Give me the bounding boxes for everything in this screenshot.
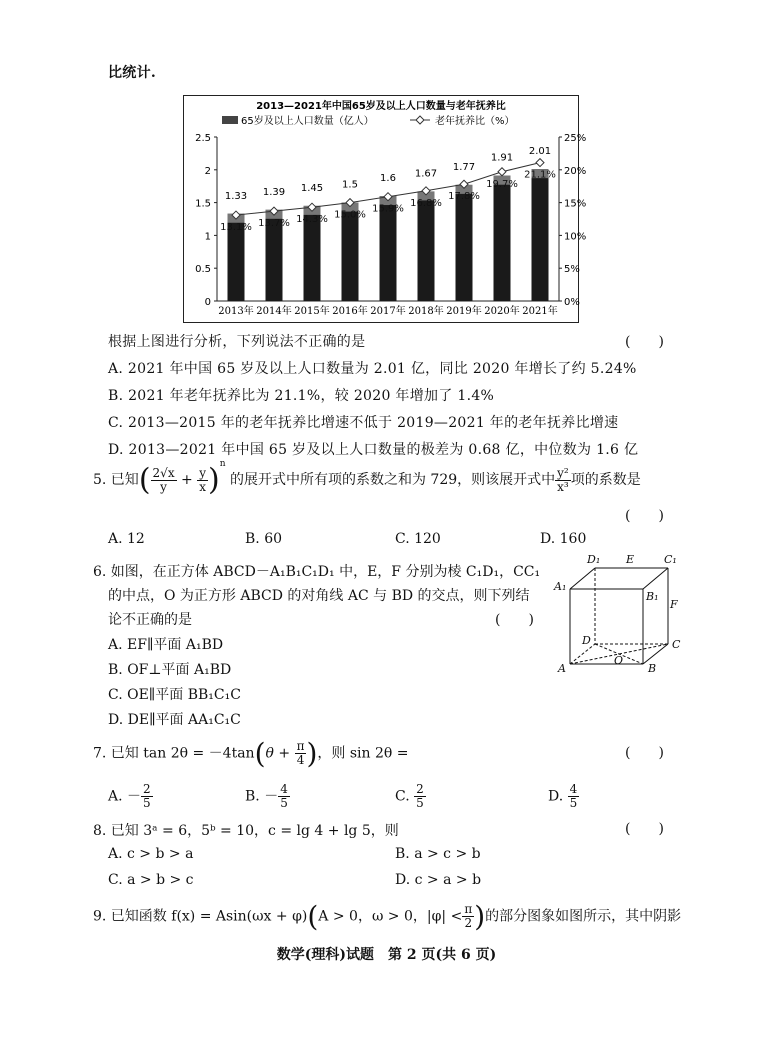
legend-bar-swatch: [222, 116, 238, 124]
q6-answer-paren: ( ): [495, 612, 534, 628]
q6-option-d: D. DE∥平面 AA₁C₁C: [108, 712, 241, 728]
q6-line3: 论不正确的是: [108, 612, 192, 628]
legend-line-label: 老年抚养比（%）: [435, 116, 515, 127]
left-tick-label: 1.5: [195, 198, 211, 210]
q6-line2: 的中点，O 为正方形 ABCD 的对角线 AC 与 BD 的交点，则下列结: [108, 588, 530, 604]
ratio-value-label: 15.9%: [372, 203, 404, 215]
q8-option-a: A. c > b > a: [108, 846, 194, 862]
label-B: B: [648, 662, 657, 675]
right-tick-label: 5%: [564, 264, 580, 276]
q6-option-c: C. OE∥平面 BB₁C₁C: [108, 687, 241, 703]
bar-value-label: 1.33: [224, 190, 248, 202]
q5-frac3: $\frac{\text{y²}}{\text{x³}}$: [557, 465, 569, 494]
q7-option-a: A. － $\frac{2}{5}$: [108, 782, 151, 810]
bar-value-label: 1.77: [452, 161, 476, 173]
q5-frac2: $\frac{y}{x}$: [199, 465, 207, 494]
label-A: A: [558, 662, 566, 675]
q8-option-d: D. c > a > b: [395, 872, 482, 888]
legend-bar-label: 65岁及以上人口数量（亿人）: [241, 116, 374, 127]
ratio-value-label: 13.7%: [258, 218, 290, 230]
x-tick-label: 2019年: [446, 306, 482, 317]
ratio-value-label: 14.3%: [296, 214, 328, 226]
q4-option-a: A. 2021 年中国 65 岁及以上人口数量为 2.01 亿，同比 2020 年增长了约 5.24%: [108, 361, 637, 377]
ratio-value-label: 19.7%: [486, 178, 518, 190]
q4-stem: 根据上图进行分析，下列说法不正确的是: [108, 334, 366, 350]
x-tick-label: 2020年: [484, 306, 520, 317]
q5-suffix: 项的系数是: [570, 472, 641, 488]
q4-option-d: D. 2013—2021 年中国 65 岁及以上人口数量的极差为 0.68 亿，中位数为 1.6 亿: [108, 442, 639, 458]
label-E: E: [626, 553, 635, 566]
ratio-value-label: 15.0%: [334, 209, 366, 221]
x-tick-label: 2013年: [218, 306, 254, 317]
q5-option-b: B. 60: [245, 531, 283, 547]
intro-text: 比统计.: [108, 65, 157, 81]
left-tick-label: 0: [204, 297, 211, 308]
label-B1: B₁: [646, 590, 659, 603]
left-tick-label: 2.5: [195, 133, 211, 144]
chart-title: 2013—2021年中国65岁及以上人口数量与老年抚养比: [256, 101, 506, 112]
label-A1: A₁: [554, 580, 567, 593]
label-O: O: [614, 654, 624, 667]
bar-value-label: 1.67: [414, 168, 438, 180]
ratio-value-label: 21.1%: [524, 169, 556, 181]
population-chart: [183, 95, 587, 323]
label-F: F: [670, 598, 678, 611]
q7-answer-paren: ( ): [625, 745, 664, 761]
x-tick-label: 2018年: [408, 306, 444, 317]
q5-option-a: A. 12: [108, 531, 145, 547]
right-tick-label: 10%: [564, 231, 587, 243]
q8-answer-paren: ( ): [625, 821, 664, 837]
q6-line1: 6. 如图，在正方体 ABCD－A₁B₁C₁D₁ 中，E，F 分别为棱 C₁D₁，CC₁: [93, 564, 541, 580]
right-tick-label: 25%: [564, 133, 587, 144]
ratio-value-label: 17.8%: [448, 191, 480, 203]
x-tick-label: 2016年: [332, 306, 368, 317]
bar-value-label: 1.39: [262, 186, 286, 198]
q5-prefix: 5. 已知: [93, 472, 139, 488]
label-D: D: [582, 634, 591, 647]
cube-figure: [550, 552, 690, 680]
q5-frac1: $\frac{2√x}{y}$: [152, 465, 175, 494]
q5-stem: 5. 已知( $\frac{2√x}{y}$ + $\frac{y}{x}$ )$^n$ 的展开式中所有项的系数之和为 729，则该展开式中 $\frac{\text{y²}}{\text{x³}}$ 项的系数是: [93, 459, 641, 498]
q9-stem: 9. 已知函数 f(x) = Asin(ωx + φ)(A > 0，ω > 0，|φ| < $\frac{\pi}{2}$ )的部分图象如图所示，其中阴影: [93, 900, 682, 933]
q4-option-c: C. 2013—2015 年的老年抚养比增速不低于 2019—2021 年的老年抚养比增速: [108, 415, 619, 431]
right-tick-label: 20%: [564, 165, 587, 177]
q8-option-b: B. a > c > b: [395, 846, 481, 862]
ratio-value-label: 16.8%: [410, 197, 442, 209]
q7-stem: 7. 已知 tan 2θ = －4tan(θ + $\frac{\pi}{4}$ )，则 sin 2θ =: [93, 737, 409, 770]
right-tick-label: 15%: [564, 198, 587, 210]
q5-mid: 的展开式中所有项的系数之和为 729，则该展开式中: [229, 472, 556, 488]
left-tick-label: 1: [204, 231, 211, 243]
q5-option-d: D. 160: [540, 531, 587, 547]
right-tick-label: 0%: [564, 297, 580, 308]
q7-option-b: B. － $\frac{4}{5}$: [245, 782, 288, 810]
q8-stem: 8. 已知 3ᵃ = 6，5ᵇ = 10，c = lg 4 + lg 5，则: [93, 823, 399, 839]
bar-value-label: 1.5: [342, 179, 358, 191]
q4-option-b: B. 2021 年老年抚养比为 21.1%，较 2020 年增加了 1.4%: [108, 388, 495, 404]
label-C: C: [672, 638, 681, 651]
q7-option-c: C. $\frac{2}{5}$: [395, 782, 424, 810]
left-tick-label: 2: [204, 165, 211, 177]
q4-answer-paren: ( ): [625, 334, 664, 350]
q5-option-c: C. 120: [395, 531, 441, 547]
chart-legend: [222, 114, 515, 127]
q8-option-c: C. a > b > c: [108, 872, 194, 888]
bar-value-label: 1.45: [300, 182, 324, 194]
bar-value-label: 1.91: [490, 152, 514, 164]
bar-value-label: 2.01: [528, 146, 552, 158]
x-tick-label: 2014年: [256, 306, 292, 317]
x-tick-label: 2021年: [522, 306, 558, 317]
left-tick-label: 0.5: [195, 264, 211, 276]
label-C1: C₁: [664, 553, 677, 566]
bar-value-label: 1.6: [380, 173, 396, 185]
ratio-value-label: 13.1%: [220, 222, 252, 234]
q5-answer-paren: ( ): [625, 508, 664, 524]
x-tick-label: 2015年: [294, 306, 330, 317]
q6-option-b: B. OF⊥平面 A₁BD: [108, 662, 232, 678]
q7-option-d: D. $\frac{4}{5}$: [548, 782, 578, 810]
x-tick-label: 2017年: [370, 306, 406, 317]
page-footer: 数学(理科)试题 第 2 页(共 6 页): [276, 947, 497, 963]
bar-2019年: [456, 185, 473, 301]
q6-option-a: A. EF∥平面 A₁BD: [108, 637, 224, 653]
bar-2020年: [494, 176, 511, 301]
label-D1: D₁: [587, 553, 601, 566]
bar-2021年: [532, 169, 549, 301]
